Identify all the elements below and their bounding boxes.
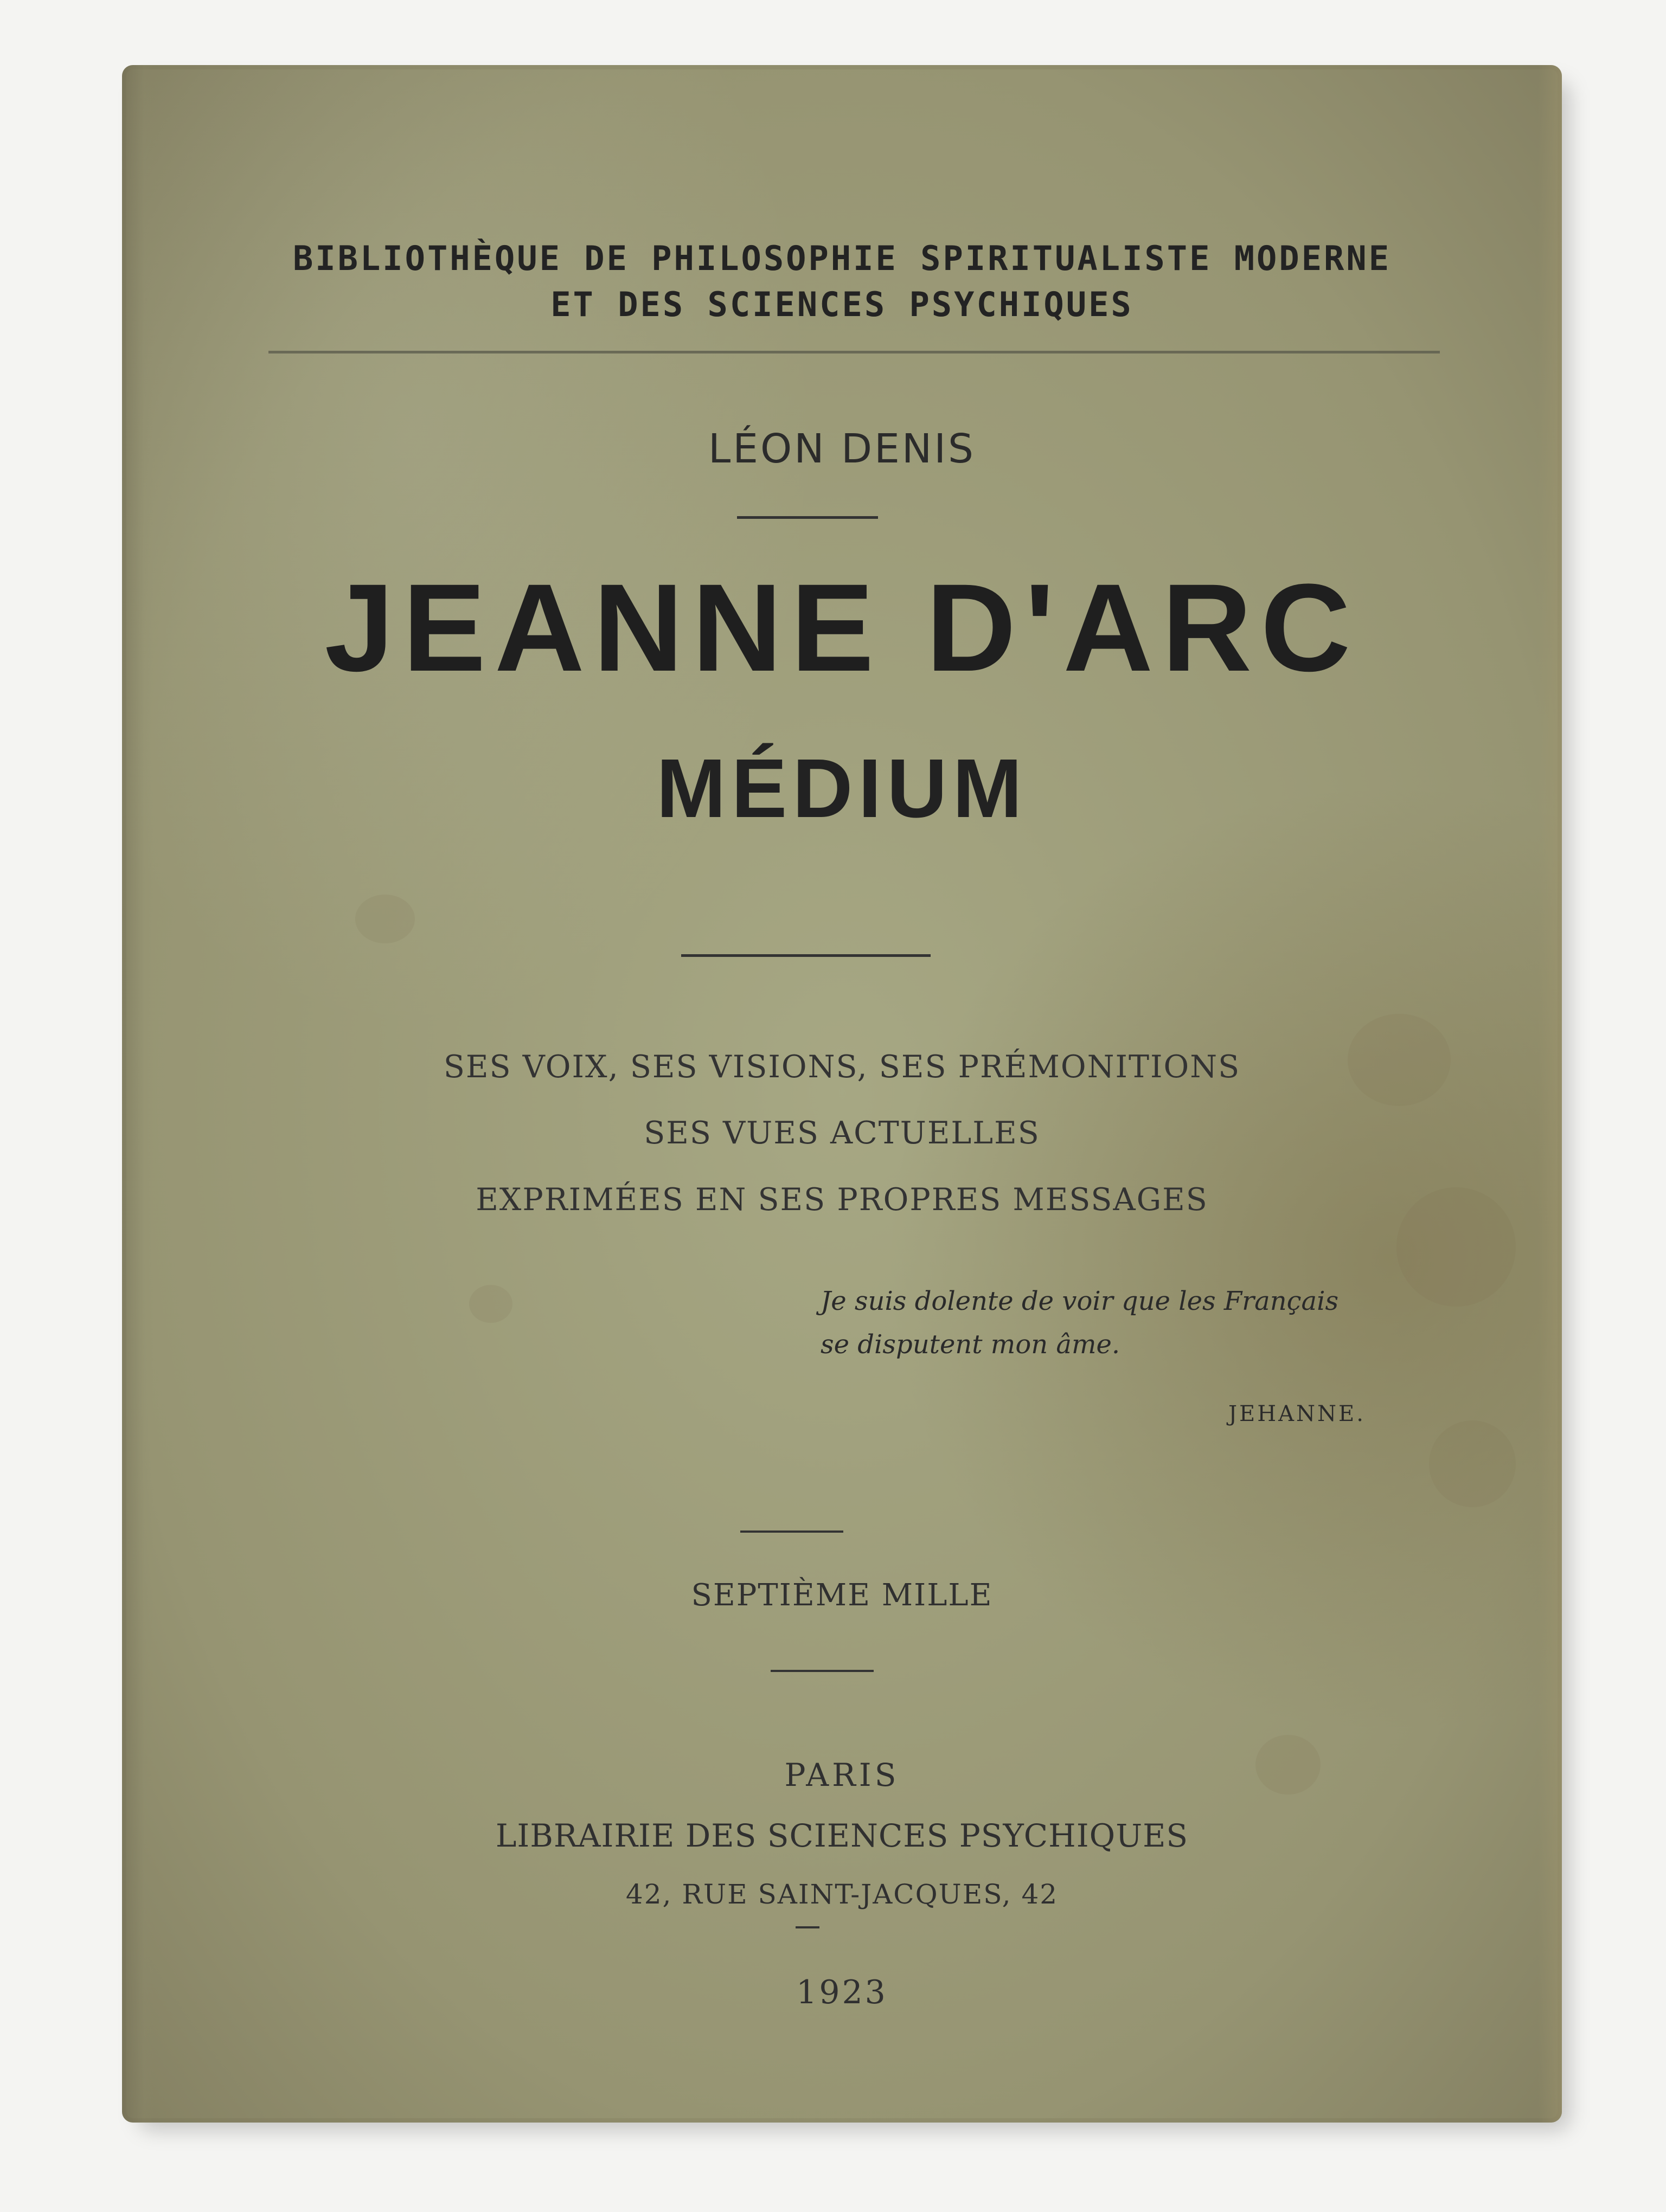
description-line-3: EXPRIMÉES EN SES PROPRES MESSAGES: [476, 1182, 1208, 1218]
description-line-2: SES VUES ACTUELLES: [644, 1115, 1040, 1151]
author-name: LÉON DENIS: [708, 426, 976, 472]
author-divider: [737, 516, 878, 519]
description-line-1: SES VOIX, SES VISIONS, SES PRÉMONITIONS: [443, 1049, 1241, 1085]
title-divider: [681, 954, 931, 957]
paper-stain: [355, 895, 415, 943]
book-cover: [122, 65, 1562, 2123]
quote-author: JEHANNE.: [1228, 1401, 1366, 1426]
series-title-line-1: BIBLIOTHÈQUE DE PHILOSOPHIE SPIRITUALISTE MODERNE: [292, 239, 1392, 278]
publication-year: 1923: [796, 1973, 888, 2011]
header-divider: [268, 351, 1440, 353]
publisher-city: PARIS: [784, 1757, 900, 1793]
paper-stain: [469, 1285, 512, 1323]
book-spine: [122, 65, 153, 2123]
year-divider: [796, 1926, 819, 1928]
book-title: JEANNE D'ARC: [324, 558, 1360, 697]
quote-line-2: se disputent mon âme.: [821, 1329, 1120, 1360]
book-subtitle: MÉDIUM: [656, 742, 1028, 835]
edition-divider-top: [740, 1531, 843, 1533]
paper-stain: [1429, 1420, 1516, 1507]
book-edge: [1538, 65, 1562, 2123]
quote-block: [821, 1279, 1471, 1366]
edition-label: SEPTIÈME MILLE: [691, 1578, 993, 1613]
edition-divider-bottom: [771, 1670, 874, 1672]
publisher-address: 42, RUE SAINT-JACQUES, 42: [625, 1879, 1059, 1910]
publisher-name: LIBRAIRIE DES SCIENCES PSYCHIQUES: [495, 1817, 1189, 1854]
quote-line-1: Je suis dolente de voir que les Français: [821, 1286, 1339, 1316]
series-title-line-2: ET DES SCIENCES PSYCHIQUES: [550, 285, 1133, 324]
